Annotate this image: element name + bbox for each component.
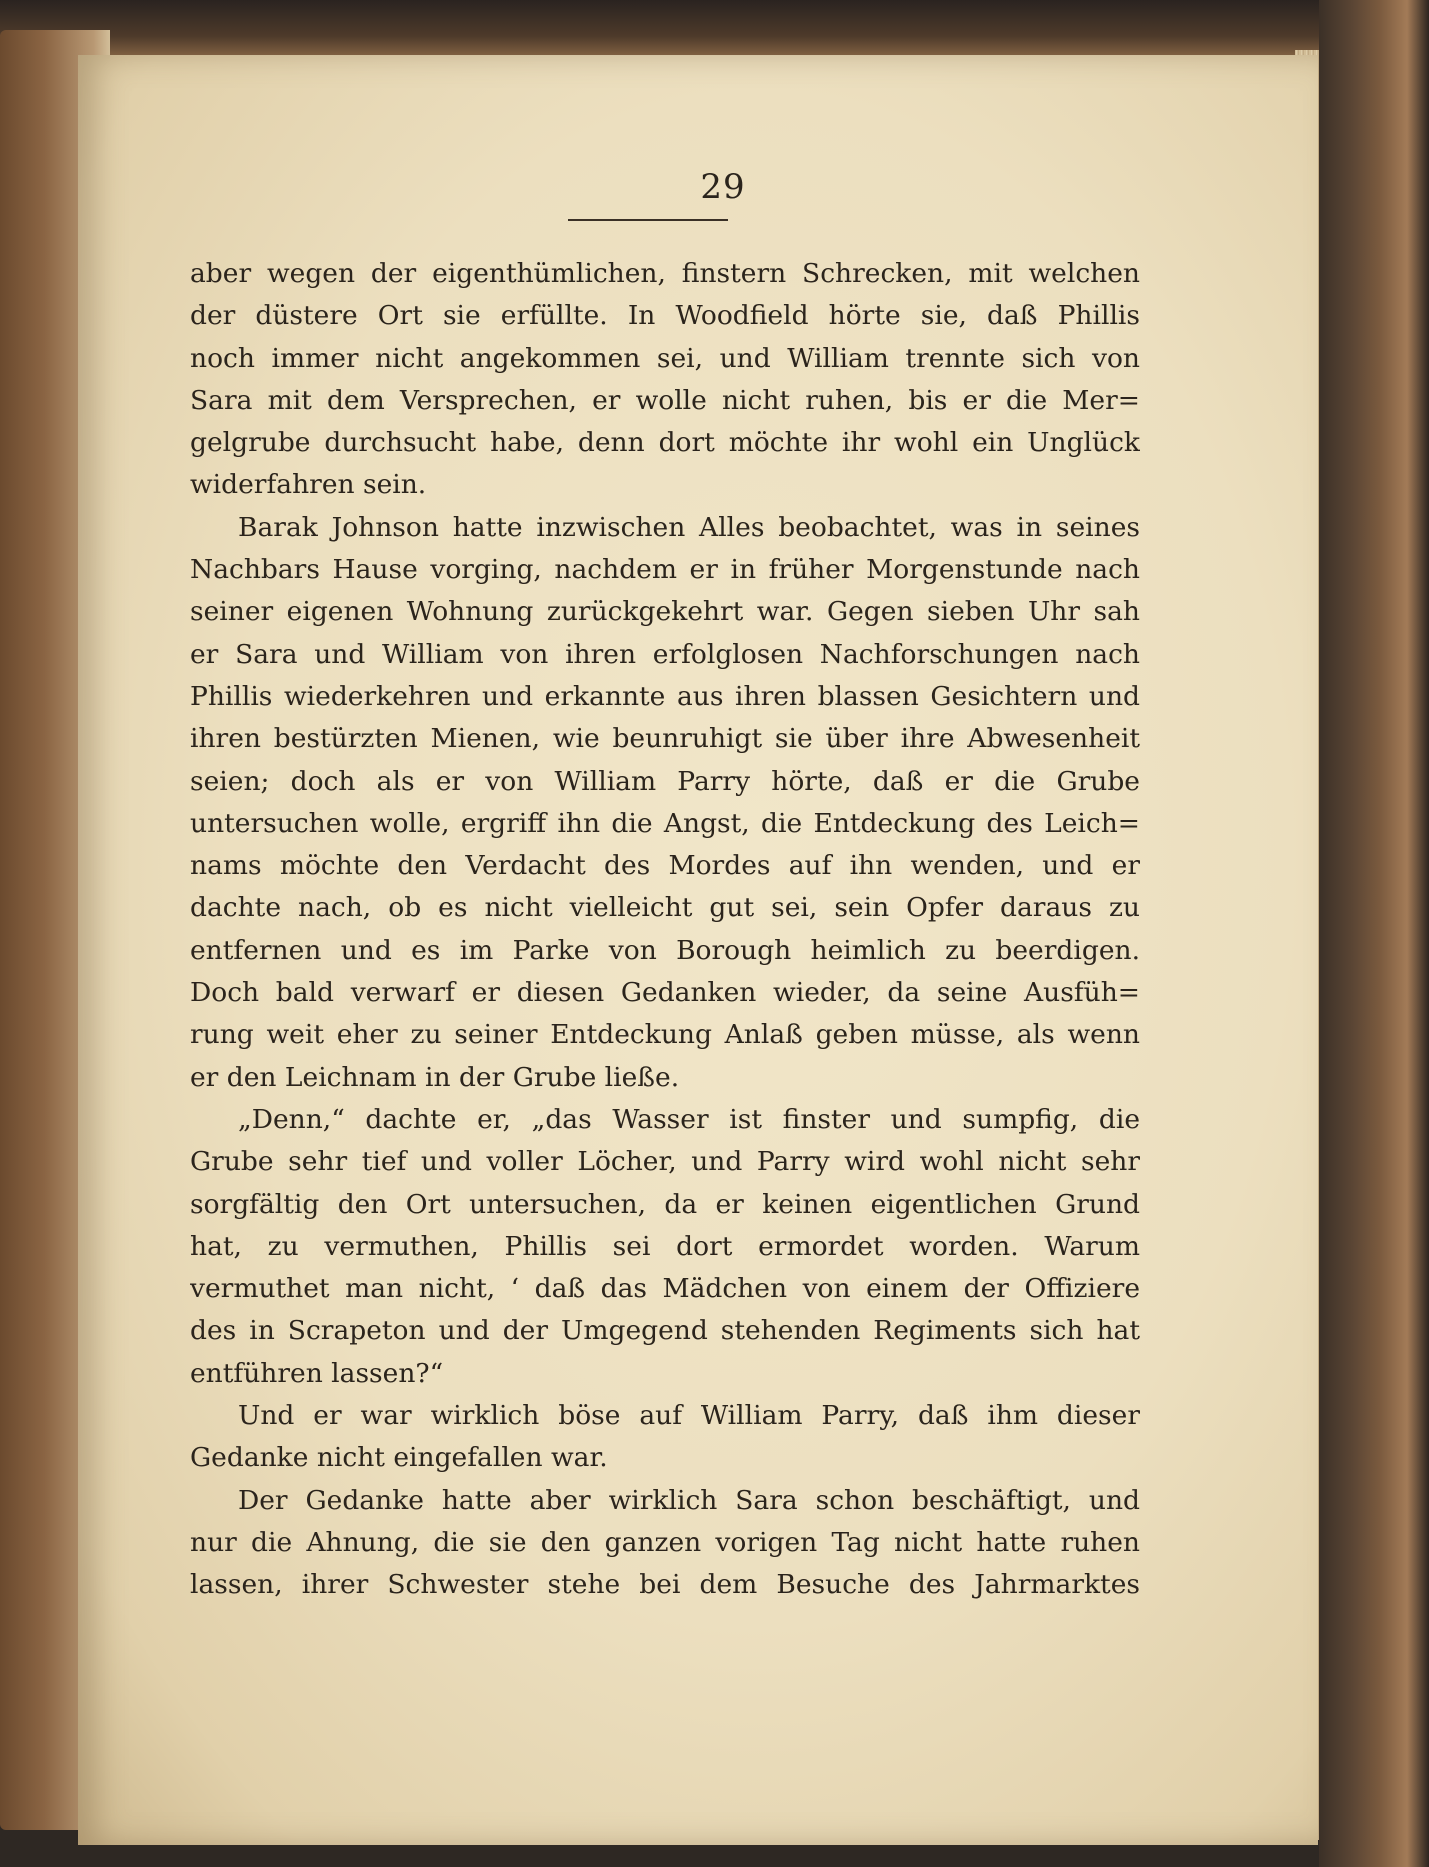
text-line: rung weit eher zu seiner Entdeckung Anlaß geben müsse, als wenn <box>190 1019 1140 1051</box>
page-number-rule <box>568 219 728 221</box>
text-line: Phillis wiederkehren und erkannte aus ihren blassen Gesichtern und <box>190 680 1140 712</box>
text-line: Barak Johnson hatte inzwischen Alles beobachtet, was in seines <box>238 511 1140 543</box>
text-line: nams möchte den Verdacht des Mordes auf ihn wenden, und er <box>190 850 1140 882</box>
text-line: Sara mit dem Versprechen, er wolle nicht ruhen, bis er die Mer= <box>190 384 1140 416</box>
text-line: seiner eigenen Wohnung zurückgekehrt war. Gegen sieben Uhr sah <box>190 596 1140 628</box>
text-line: hat, zu vermuthen, Phillis sei dort ermordet worden. Warum <box>190 1230 1140 1262</box>
text-line: dachte nach, ob es nicht vielleicht gut sei, sein Opfer daraus zu <box>190 892 1140 924</box>
text-line: entfernen und es im Parke von Borough heimlich zu beerdigen. <box>190 934 1140 966</box>
text-line: Gedanke nicht eingefallen war. <box>190 1442 608 1474</box>
book-cover-right <box>1319 0 1429 1867</box>
body-text <box>190 253 1140 1607</box>
page-number: 29 <box>700 167 746 207</box>
text-line: Nachbars Hause vorging, nachdem er in früher Morgenstunde nach <box>190 554 1140 586</box>
text-line: noch immer nicht angekommen sei, und William trennte sich von <box>190 342 1140 374</box>
text-line: der düstere Ort sie erfüllte. In Woodfield hörte sie, daß Phillis <box>190 300 1140 332</box>
text-line: seien; doch als er von William Parry hörte, daß er die Grube <box>190 765 1140 797</box>
text-line: er den Leichnam in der Grube ließe. <box>190 1061 680 1093</box>
text-line: vermuthet man nicht, ‘ daß das Mädchen von einem der Offiziere <box>190 1273 1140 1305</box>
text-line: Und er war wirklich böse auf William Parry, daß ihm dieser <box>238 1400 1140 1432</box>
text-line: Der Gedanke hatte aber wirklich Sara schon beschäftigt, und <box>238 1484 1140 1516</box>
text-line: ihren bestürzten Mienen, wie beunruhigt sie über ihre Abwesenheit <box>190 723 1140 755</box>
text-line: Doch bald verwarf er diesen Gedanken wieder, da seine Ausfüh= <box>190 977 1140 1009</box>
book-cover-top <box>0 0 1429 60</box>
text-line: sorgfältig den Ort untersuchen, da er keinen eigentlichen Grund <box>190 1188 1140 1220</box>
text-line: entführen lassen?“ <box>190 1357 444 1389</box>
text-line: er Sara und William von ihren erfolglosen Nachforschungen nach <box>190 638 1140 670</box>
text-line: aber wegen der eigenthümlichen, finstern Schrecken, mit welchen <box>190 258 1140 289</box>
book-page <box>78 55 1318 1845</box>
text-line: widerfahren sein. <box>190 469 427 501</box>
text-line: Grube sehr tief und voller Löcher, und Parry wird wohl nicht sehr <box>190 1146 1140 1178</box>
text-line: „Denn,“ dachte er, „das Wasser ist finster und sumpfig, die <box>238 1103 1140 1135</box>
text-line: untersuchen wolle, ergriff ihn die Angst, die Entdeckung des Leich= <box>190 807 1140 839</box>
text-line: lassen, ihrer Schwester stehe bei dem Besuche des Jahrmarktes <box>190 1569 1140 1601</box>
text-line: des in Scrapeton und der Umgegend stehenden Regiments sich hat <box>190 1315 1140 1347</box>
text-line: nur die Ahnung, die sie den ganzen vorigen Tag nicht hatte ruhen <box>190 1526 1140 1558</box>
text-line: gelgrube durchsucht habe, denn dort möchte ihr wohl ein Unglück <box>190 427 1140 459</box>
